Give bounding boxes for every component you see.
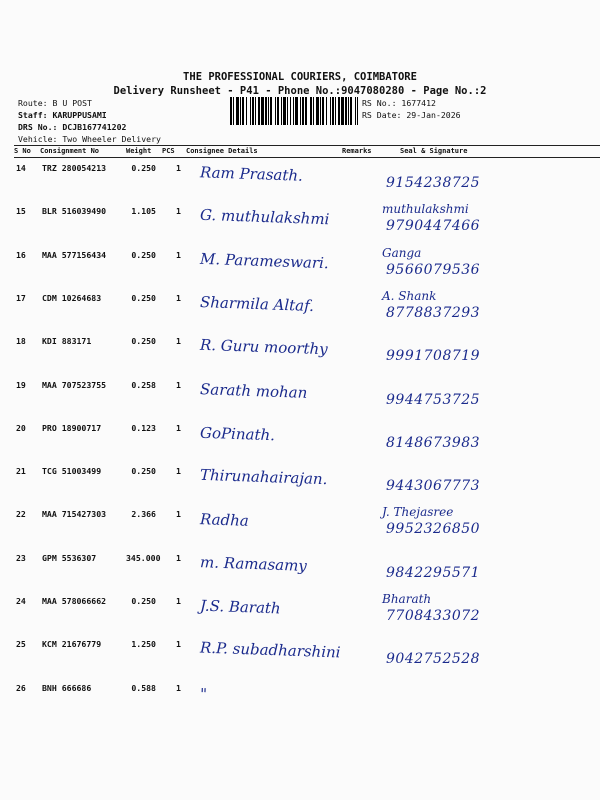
- barcode-bar: [277, 97, 279, 125]
- row-pcs: 1: [176, 552, 181, 563]
- barcode-bar: [258, 97, 260, 125]
- barcode-bar: [270, 97, 272, 125]
- consignment-number: TRZ 280054213: [42, 163, 107, 173]
- row-sno: 15: [16, 206, 26, 217]
- barcode-bar: [316, 97, 319, 125]
- row-pcs: 1: [176, 682, 181, 693]
- route-label: Route: B U POST: [18, 98, 92, 108]
- signature-name: Ganga: [382, 245, 422, 260]
- phone-handwriting: 9952326850: [386, 521, 481, 538]
- consignee-handwriting: Thirunahairajan.: [199, 465, 328, 489]
- row-weight: 0.258: [131, 379, 156, 390]
- phone-handwriting: 9443067773: [386, 478, 481, 495]
- barcode-bar: [293, 97, 294, 125]
- barcode-bar: [345, 97, 347, 125]
- row-sno: 22: [16, 509, 26, 520]
- row-weight: 0.250: [131, 466, 156, 477]
- row-sno: 21: [16, 466, 26, 477]
- staff-label: Staff: KARUPPUSAMI: [18, 110, 107, 120]
- row-pcs: 1: [176, 249, 181, 260]
- row-pcs: 1: [176, 509, 181, 520]
- barcode-bar: [313, 97, 314, 125]
- barcode-bar: [255, 97, 256, 125]
- signature-name: J. Thejasree: [382, 505, 454, 520]
- col-seal-signature: Seal & Signature: [400, 147, 468, 155]
- row-sno: 25: [16, 639, 26, 650]
- barcode-bar: [322, 97, 324, 125]
- row-sno: 16: [16, 249, 26, 260]
- barcode-bar: [283, 97, 286, 125]
- phone-handwriting: 7708433072: [386, 608, 481, 624]
- row-sno: 17: [16, 292, 26, 303]
- consignee-handwriting: G. muthulakshmi: [199, 206, 330, 229]
- barcode-bar: [295, 97, 298, 125]
- consignment-number: TCG 51003499: [42, 466, 102, 477]
- signature-name: A. Shank: [382, 288, 437, 303]
- consignee-handwriting: Ram Prasath.: [199, 163, 304, 185]
- col-pcs: PCS: [162, 147, 175, 155]
- barcode-bar: [236, 97, 239, 125]
- barcode-bar: [233, 97, 234, 125]
- row-sno: 26: [16, 682, 26, 693]
- col-weight: Weight: [126, 147, 152, 155]
- consignee-handwriting: Sarath mohan: [199, 379, 308, 402]
- barcode-bar: [230, 97, 232, 125]
- barcode-bar: [252, 97, 254, 125]
- col-consignment: Consignment No: [40, 147, 100, 155]
- col-consignee: Consignee Details: [186, 147, 258, 155]
- divider: [14, 145, 600, 146]
- consignee-handwriting: Radha: [199, 510, 250, 531]
- consignee-handwriting: Sharmila Altaf.: [199, 292, 315, 315]
- row-pcs: 1: [176, 163, 181, 173]
- barcode-bar: [265, 97, 267, 125]
- barcode-bar: [242, 97, 244, 125]
- barcode-bar: [335, 97, 336, 125]
- row-sno: 23: [16, 552, 26, 563]
- row-weight: 0.250: [131, 336, 156, 347]
- drs-number: DRS No.: DCJB167741202: [18, 122, 127, 132]
- consignment-number: MAA 577156434: [42, 249, 107, 260]
- row-weight: 0.250: [131, 596, 156, 606]
- row-sno: 14: [16, 163, 26, 173]
- consignment-number: KCM 21676779: [42, 639, 102, 650]
- barcode-bar: [338, 97, 340, 125]
- barcode-bar: [240, 97, 241, 125]
- row-pcs: 1: [176, 379, 181, 390]
- barcode-bar: [326, 97, 327, 125]
- barcode-bar: [310, 97, 312, 125]
- barcode-bar: [250, 97, 251, 125]
- consignment-number: MAA 715427303: [42, 509, 107, 520]
- consignee-handwriting: R.P. subadharshini: [199, 638, 341, 662]
- col-remarks: Remarks: [342, 147, 372, 155]
- divider: [14, 157, 600, 158]
- barcode-bar: [305, 97, 307, 125]
- barcode-bar: [275, 97, 276, 125]
- consignment-number: MAA 707523755: [42, 379, 107, 390]
- barcode-bar: [287, 97, 288, 125]
- barcode-bar: [246, 97, 247, 125]
- barcode-bar: [357, 97, 358, 125]
- barcode-bar: [332, 97, 334, 125]
- row-weight: 0.250: [131, 292, 156, 303]
- row-pcs: 1: [176, 639, 181, 650]
- row-sno: 24: [16, 596, 26, 606]
- rs-number: RS No.: 1677412: [362, 98, 436, 108]
- rs-date: RS Date: 29-Jan-2026: [362, 110, 461, 120]
- phone-handwriting: 9991708719: [386, 348, 481, 365]
- barcode-image: [230, 97, 358, 125]
- signature-name: Bharath: [382, 592, 432, 606]
- phone-handwriting: 9042752528: [386, 651, 481, 668]
- row-pcs: 1: [176, 292, 181, 303]
- consignee-handwriting: ": [199, 684, 208, 703]
- phone-handwriting: 9944753725: [386, 391, 481, 408]
- phone-handwriting: 9566079536: [386, 261, 481, 278]
- phone-handwriting: 9790447466: [386, 218, 481, 235]
- barcode-bar: [355, 97, 356, 125]
- consignee-handwriting: m. Ramasamy: [199, 552, 308, 575]
- row-weight: 2.366: [131, 509, 156, 520]
- row-pcs: 1: [176, 466, 181, 477]
- consignee-handwriting: M. Parameswari.: [199, 249, 329, 272]
- barcode-bar: [350, 97, 352, 125]
- consignee-handwriting: R. Guru moorthy: [199, 335, 328, 359]
- barcode-bar: [281, 97, 282, 125]
- row-sno: 18: [16, 336, 26, 347]
- row-weight: 0.123: [131, 422, 156, 433]
- consignee-handwriting: GoPinath.: [199, 423, 276, 445]
- row-sno: 20: [16, 422, 26, 433]
- signature-name: muthulakshmi: [382, 202, 469, 217]
- row-weight: 1.105: [131, 206, 156, 217]
- consignee-handwriting: J.S. Barath: [199, 596, 281, 618]
- vehicle-label: Vehicle: Two Wheeler Delivery: [18, 134, 161, 144]
- row-weight: 0.588: [131, 682, 156, 693]
- row-pcs: 1: [176, 336, 181, 347]
- barcode-bar: [348, 97, 349, 125]
- barcode-bar: [320, 97, 321, 125]
- consignment-number: CDM 10264683: [42, 292, 102, 303]
- barcode-bar: [290, 97, 291, 125]
- barcode-bar: [302, 97, 304, 125]
- row-weight: 1.250: [131, 639, 156, 650]
- barcode-bar: [261, 97, 264, 125]
- consignment-number: BLR 516039490: [42, 206, 107, 217]
- barcode-bar: [300, 97, 301, 125]
- row-pcs: 1: [176, 422, 181, 433]
- consignment-number: PRO 18900717: [42, 422, 102, 433]
- row-pcs: 1: [176, 206, 181, 217]
- barcode-bar: [268, 97, 269, 125]
- row-weight: 345.000: [126, 552, 161, 563]
- consignment-number: MAA 578066662: [42, 596, 107, 606]
- phone-handwriting: 8778837293: [386, 304, 481, 321]
- row-weight: 0.250: [131, 163, 156, 173]
- row-pcs: 1: [176, 596, 181, 606]
- barcode-bar: [341, 97, 344, 125]
- phone-handwriting: 9842295571: [386, 564, 481, 581]
- runsheet-subtitle: Delivery Runsheet - P41 - Phone No.:9047080280 - Page No.:2: [113, 85, 487, 97]
- barcode-bar: [330, 97, 331, 125]
- runsheet-title: THE PROFESSIONAL COURIERS, COIMBATORE: [183, 71, 417, 83]
- consignment-number: BNH 666686: [42, 682, 92, 693]
- row-sno: 19: [16, 379, 26, 390]
- consignment-number: KDI 883171: [42, 336, 92, 347]
- phone-handwriting: 8148673983: [386, 434, 481, 451]
- row-weight: 0.250: [131, 249, 156, 260]
- col-sno: S No: [14, 147, 31, 155]
- consignment-number: GPM 5536307: [42, 552, 97, 563]
- phone-handwriting: 9154238725: [386, 175, 481, 191]
